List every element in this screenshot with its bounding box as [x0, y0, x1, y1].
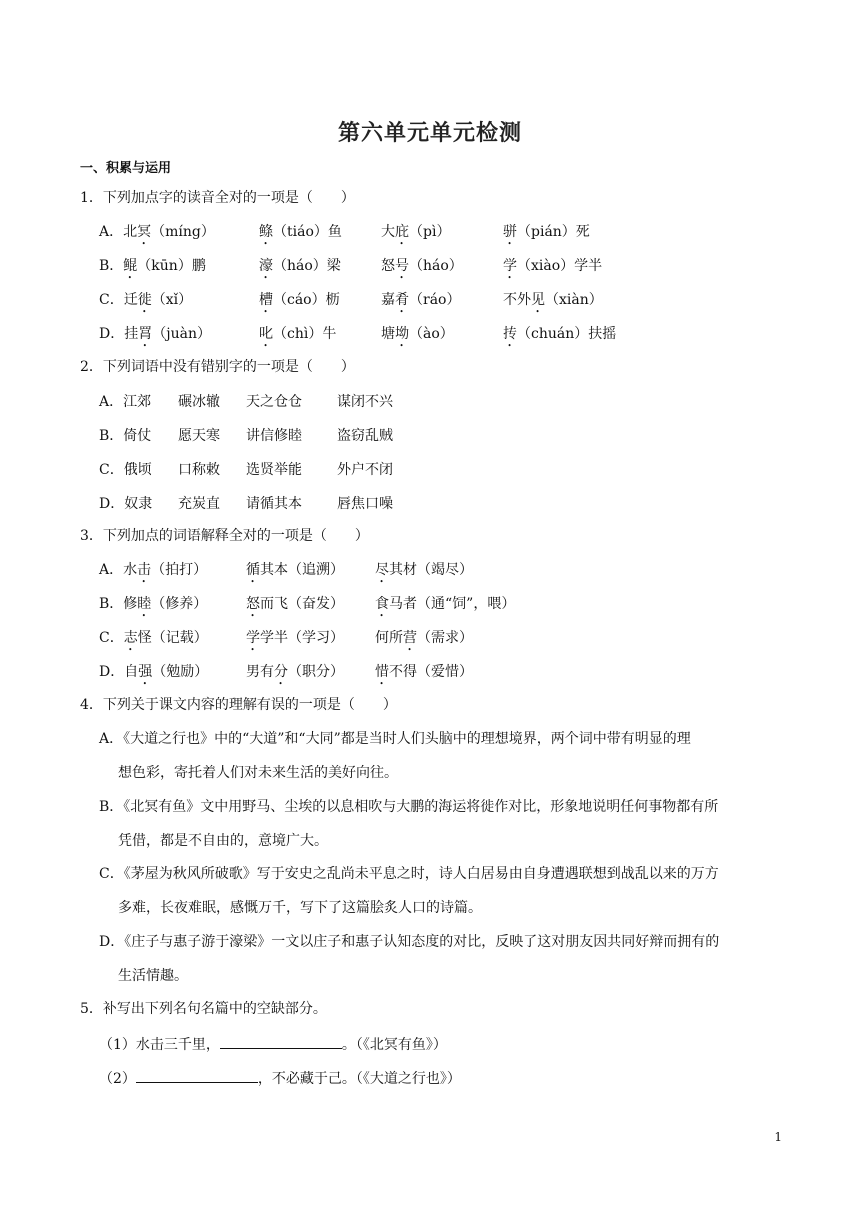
question-4-option-D-continued: 生活情趣。 [118, 968, 188, 984]
dotted-character: 怒 [246, 596, 260, 612]
option-text: 不得（爱惜） [389, 664, 473, 680]
dotted-character: 坳 [395, 326, 409, 342]
option-word: 充炭直 [178, 496, 220, 512]
option-word: 谋闭不兴 [337, 394, 393, 410]
dotted-character: 营 [403, 630, 417, 646]
question-4-option-D: D．《庄子与惠子游于濠梁》一文以庄子和惠子认知态度的对比，反映了这对朋友因共同好辩而拥有的 [99, 934, 720, 950]
option-cell [503, 256, 602, 282]
option-cell [99, 594, 207, 620]
option-word: 盗窃乱贼 [337, 428, 393, 444]
option-text: C．迁 [99, 292, 138, 308]
option-cell [99, 628, 208, 654]
dotted-character: 惜 [375, 664, 389, 680]
option-cell [99, 256, 206, 282]
option-text: （xiào）学半 [517, 258, 603, 274]
option-word: 天之仓仓 [246, 394, 302, 410]
option-text: （ráo） [409, 292, 461, 308]
dotted-character: 罥 [138, 326, 153, 342]
question-4-option-C-continued: 多难，长夜难眠，感慨万千，写下了这篇脍炙人口的诗篇。 [118, 900, 482, 916]
dotted-character: 循 [246, 562, 260, 578]
dotted-character: 庇 [395, 224, 409, 240]
option-text: C． [99, 630, 124, 646]
option-word: 外户不闭 [337, 462, 393, 478]
option-text: 不外 [503, 292, 531, 308]
question-5-stem: 5．补写出下列名句名篇中的空缺部分。 [80, 1001, 327, 1017]
option-word: B．倚仗 [99, 428, 152, 444]
option-word: 口称敕 [178, 462, 220, 478]
option-text: 其材（竭尽） [389, 562, 473, 578]
option-text: （修养） [151, 596, 208, 612]
question-4-option-A: A．《大道之行也》中的“大道”和“大同”都是当时人们头脑中的理想境界，两个词中带有明显的理 [99, 731, 691, 747]
option-cell [99, 222, 215, 248]
option-text: 嘉 [381, 292, 395, 308]
fill-blank-1 [99, 1033, 447, 1055]
option-text: 怪（记载） [137, 630, 208, 646]
question-2-stem: 2．下列词语中没有错别字的一项是（ ） [80, 359, 355, 375]
option-text: （chì）牛 [273, 326, 337, 342]
dotted-character: 击 [137, 562, 152, 578]
option-text: 其本（追溯） [260, 562, 344, 578]
option-word: A．江郊 [99, 394, 152, 410]
option-cell [375, 560, 473, 586]
option-word: 唇焦口噪 [337, 496, 393, 512]
option-cell [99, 290, 192, 316]
option-text: （chuán）扶摇 [517, 326, 617, 342]
answer-blank-1[interactable] [220, 1033, 342, 1049]
dotted-character: 骈 [503, 224, 517, 240]
option-cell [503, 222, 590, 248]
option-text: （tiáo）鱼 [273, 224, 342, 240]
option-cell [99, 662, 208, 688]
option-text: （míng） [151, 224, 215, 240]
dotted-character: 号 [395, 258, 409, 274]
option-cell [503, 324, 616, 350]
question-4-option-C: C．《茅屋为秋风所破歌》写于安史之乱尚未平息之时，诗人白居易由自身遭遇联想到战乱以来的万方 [99, 866, 719, 882]
option-text: 马者（通“饲”，喂） [389, 596, 516, 612]
option-cell [375, 662, 473, 688]
option-word: 愿天寒 [178, 428, 220, 444]
option-cell [99, 560, 207, 586]
option-word: 讲信修睦 [246, 428, 302, 444]
dotted-character: 见 [531, 292, 545, 308]
dotted-character: 强 [138, 664, 153, 680]
option-text: 何所 [375, 630, 403, 646]
fill-blank-2 [99, 1067, 461, 1089]
dotted-character: 分 [274, 664, 288, 680]
option-cell [381, 222, 450, 248]
answer-blank-2[interactable] [136, 1067, 258, 1083]
option-cell [503, 290, 603, 316]
question-4-option-B-continued: 凭借，都是不自由的，意境广大。 [118, 833, 328, 849]
dotted-character: 槽 [259, 292, 273, 308]
option-cell [259, 222, 342, 248]
section-heading: 一、积累与运用 [80, 161, 172, 176]
option-text: （kūn）鹏 [137, 258, 206, 274]
option-text: （háo）梁 [273, 258, 341, 274]
option-cell [381, 324, 454, 350]
option-cell [259, 324, 336, 350]
option-cell [259, 256, 341, 282]
dotted-character: 学 [503, 258, 517, 274]
dotted-character: 抟 [503, 326, 517, 342]
option-text: （xǐ） [151, 292, 193, 308]
question-4-stem: 4．下列关于课文内容的理解有误的一项是（ ） [80, 697, 397, 713]
option-text: A．水 [99, 562, 138, 578]
option-cell [246, 662, 344, 688]
question-4-option-B: B．《北冥有鱼》文中用野马、尘埃的以息相吹与大鹏的海运将徙作对比，形象地说明任何事物都有所 [99, 799, 719, 815]
fill-blank-1-prefix: （1）水击三千里， [99, 1037, 220, 1053]
dotted-character: 食 [375, 596, 389, 612]
option-text: 男有 [246, 664, 274, 680]
dotted-character: 志 [123, 630, 138, 646]
question-1-stem: 1．下列加点字的读音全对的一项是（ ） [80, 190, 355, 206]
option-word: 请循其本 [246, 496, 302, 512]
option-cell [259, 290, 340, 316]
fill-blank-1-suffix: 。（《北冥有鱼》） [341, 1037, 447, 1053]
option-text: （xiàn） [545, 292, 603, 308]
question-3-stem: 3．下列加点的词语解释全对的一项是（ ） [80, 528, 369, 544]
option-cell [375, 628, 473, 654]
option-word: C．俄顷 [99, 462, 152, 478]
option-text: 怒 [381, 258, 395, 274]
dotted-character: 睦 [137, 596, 152, 612]
option-word: 选贤举能 [246, 462, 302, 478]
option-text: D．挂 [99, 326, 139, 342]
option-text: 大 [381, 224, 395, 240]
option-text: （cáo）枥 [273, 292, 340, 308]
question-4-option-A-continued: 想色彩，寄托着人们对未来生活的美好向往。 [118, 765, 398, 781]
option-cell [381, 256, 463, 282]
option-cell [246, 594, 344, 620]
dotted-character: 鲦 [259, 224, 273, 240]
option-text: （ào） [409, 326, 454, 342]
option-text: D．自 [99, 664, 139, 680]
option-word: 碾冰辙 [178, 394, 220, 410]
page-title: 第六单元单元检测 [337, 121, 522, 146]
option-cell [381, 290, 460, 316]
option-text: （juàn） [152, 326, 211, 342]
dotted-character: 徙 [137, 292, 152, 308]
option-text: （pì） [409, 224, 451, 240]
option-text: 学半（学习） [260, 630, 344, 646]
option-text: 而飞（奋发） [260, 596, 344, 612]
option-cell [99, 324, 211, 350]
option-text: A．北 [99, 224, 138, 240]
option-text: （拍打） [151, 562, 208, 578]
dotted-character: 尽 [375, 562, 389, 578]
dotted-character: 肴 [395, 292, 409, 308]
option-text: B．修 [99, 596, 138, 612]
dotted-character: 叱 [259, 326, 273, 342]
fill-blank-2-prefix: （2） [99, 1071, 136, 1087]
dotted-character: 濠 [259, 258, 273, 274]
option-text: （职分） [288, 664, 344, 680]
dotted-character: 冥 [137, 224, 152, 240]
option-cell [246, 628, 344, 654]
option-text: （pián）死 [517, 224, 590, 240]
option-cell [375, 594, 515, 620]
dotted-character: 学 [246, 630, 260, 646]
option-text: B． [99, 258, 124, 274]
fill-blank-2-suffix: ，不必藏于己。（《大道之行也》） [257, 1071, 461, 1087]
option-text: 塘 [381, 326, 395, 342]
page-number: 1 [774, 1130, 782, 1144]
dotted-character: 鲲 [123, 258, 138, 274]
option-cell [246, 560, 344, 586]
option-text: （勉励） [152, 664, 209, 680]
option-word: D．奴隶 [99, 496, 153, 512]
option-text: （háo） [409, 258, 463, 274]
option-text: （需求） [417, 630, 473, 646]
